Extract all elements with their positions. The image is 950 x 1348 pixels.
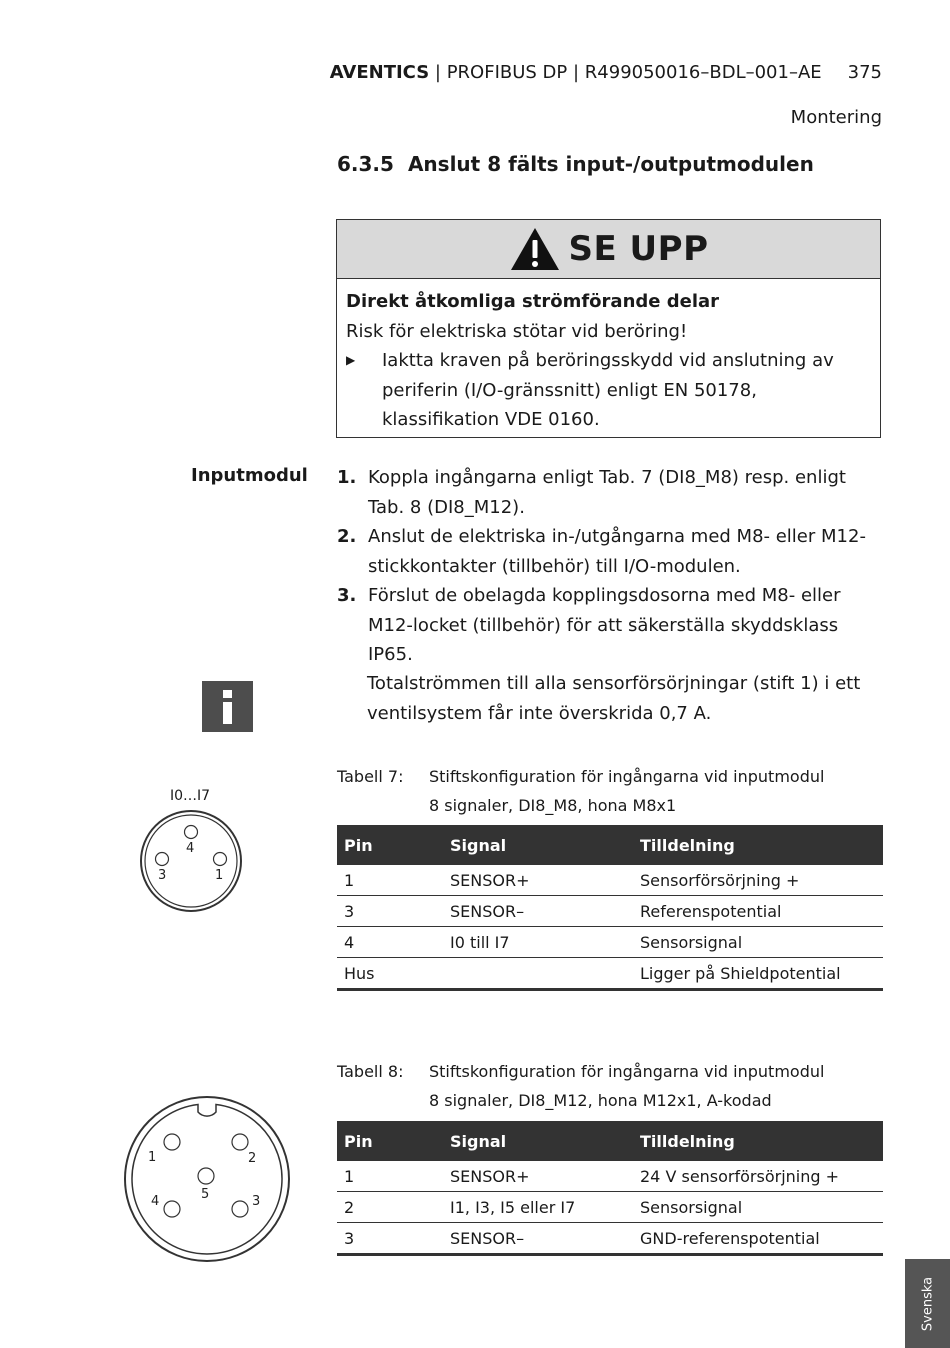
heading-number: 6.3.5 — [337, 152, 394, 176]
table-row: 2 I1, I3, I5 eller I7 Sensorsignal — [337, 1192, 883, 1223]
doc-id: | PROFIBUS DP | R499050016–BDL–001–AE — [429, 62, 822, 83]
table-row: 3 SENSOR– Referenspotential — [337, 896, 883, 927]
list-item: 1. Koppla ingångarna enligt Tab. 7 (DI8_M8) resp. enligt Tab. 8 (DI8_M12). — [337, 467, 846, 518]
table-row: 3 SENSOR– GND-referenspotential — [337, 1223, 883, 1255]
m8-label: I0…I7 — [170, 788, 211, 804]
table7-caption: Tabell 7: Stiftskonfiguration för ingångarna vid inputmodul 8 signaler, DI8_M8, hona M8x1 — [337, 767, 825, 815]
pin-label: 1 — [215, 868, 224, 883]
table-row: 1 SENSOR+ Sensorförsörjning + — [337, 865, 883, 896]
m8-connector-diagram — [138, 808, 244, 914]
page-number: 375 — [847, 62, 882, 83]
list-item: 3. Förslut de obelagda kopplingsdosorna med M8- eller M12-locket (tillbehör) för att säkerställa skyddsklass IP65. — [337, 585, 841, 665]
pin-label: 4 — [151, 1194, 160, 1209]
warning-box — [336, 219, 881, 438]
note-text: Totalströmmen till alla sensorförsörjningar (stift 1) i ett ventilsystem får inte överskrida 0,7 A. — [367, 673, 861, 724]
pin-label: 4 — [186, 841, 195, 856]
page-header — [330, 62, 882, 83]
bullet-triangle-icon: ▶ — [346, 353, 356, 367]
pin-label: 1 — [148, 1150, 157, 1165]
warning-text: Risk för elektriska stötar vid beröring! — [346, 320, 688, 342]
m12-connector-diagram — [122, 1094, 292, 1264]
warning-header — [337, 220, 880, 279]
pin-label: 3 — [252, 1194, 261, 1209]
warning-icon — [509, 226, 561, 272]
heading-title: Anslut 8 fälts input-/outputmodulen — [407, 152, 814, 176]
pin-label: 5 — [201, 1187, 210, 1202]
page-title — [337, 152, 814, 176]
warning-title: SE UPP — [568, 229, 709, 269]
language-tab[interactable]: Svenska — [905, 1259, 950, 1348]
pin-label: 3 — [158, 868, 167, 883]
side-label: Inputmodul — [191, 465, 308, 486]
pin-label: 2 — [248, 1151, 257, 1166]
table-header-row: Pin Signal Tilldelning — [337, 825, 883, 865]
step-list — [337, 463, 887, 670]
table-row: Hus Ligger på Shieldpotential — [337, 958, 883, 990]
info-icon — [202, 681, 253, 732]
list-item: 2. Anslut de elektriska in-/utgångarna med M8- eller M12-stickkontakter (tillbehör) till I/O-modulen. — [337, 526, 866, 577]
warning-subtitle: Direkt åtkomliga strömförande delar — [346, 291, 720, 312]
table8 — [337, 1121, 883, 1256]
table8-caption: Tabell 8: Stiftskonfiguration för ingångarna vid inputmodul 8 signaler, DI8_M12, hona M12x1, A-kodad — [337, 1062, 825, 1110]
section-name: Montering — [790, 107, 882, 128]
warning-bullet: Iaktta kraven på beröringsskydd vid anslutning av periferin (I/O-gränssnitt) enligt EN 50178, klassifikation VDE 0160. — [382, 350, 834, 430]
table-row: 1 SENSOR+ 24 V sensorförsörjning + — [337, 1161, 883, 1192]
table-header-row: Pin Signal Tilldelning — [337, 1121, 883, 1161]
brand-name: AVENTICS — [329, 62, 430, 83]
table7 — [337, 825, 883, 991]
table-row: 4 I0 till I7 Sensorsignal — [337, 927, 883, 958]
